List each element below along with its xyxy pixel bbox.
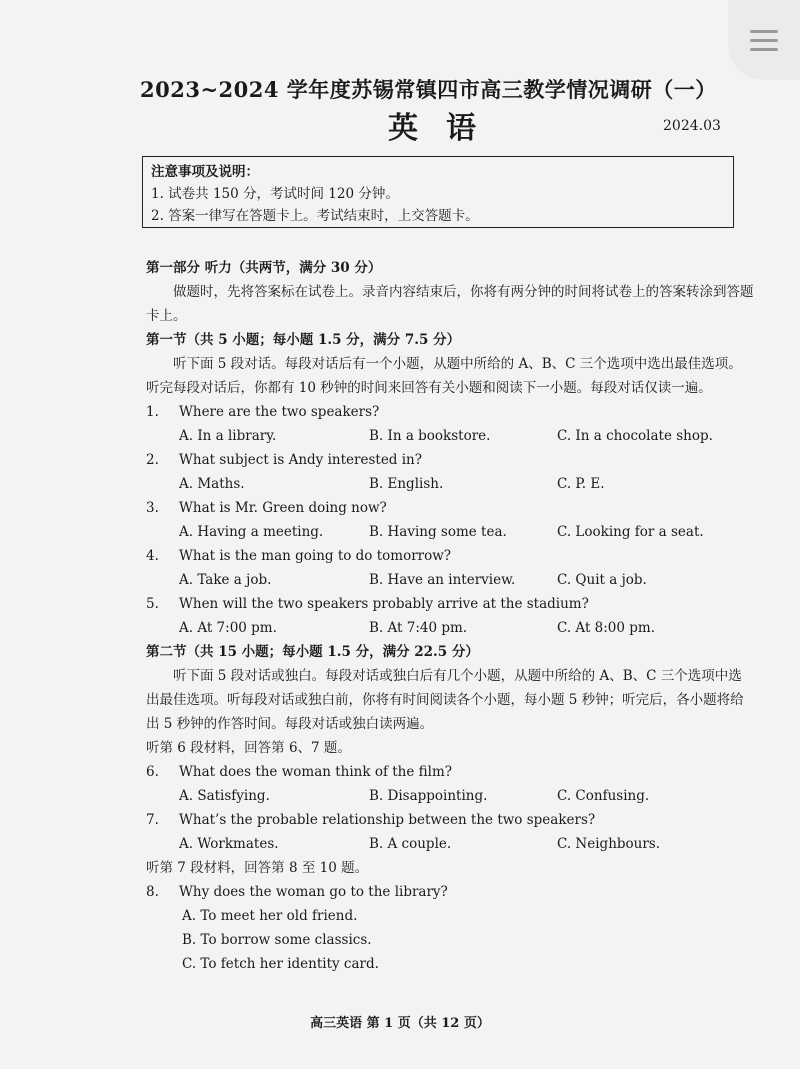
option-b: B. Having some tea.	[369, 524, 507, 540]
question-number: 8.	[146, 884, 159, 900]
question-text: Where are the two speakers?	[179, 404, 380, 420]
option-b: B. At 7:40 pm.	[369, 620, 468, 636]
question	[146, 760, 754, 808]
option-c: C. Neighbours.	[557, 836, 661, 852]
question	[146, 544, 754, 592]
section2-intro: 听下面 5 段对话或独白。每段对话或独白后有几个小题，从题中所给的 A、B、C 三个选项中选出最佳选项。听每段对话或独白前，你将有时间阅读各个小题，每小题 5 秒钟；听完后，各小题将给出 5 秒钟的作答时间。每段对话或独白读两遍。	[146, 668, 744, 732]
question-number: 7.	[146, 812, 159, 828]
question-number: 1.	[146, 404, 159, 420]
question	[146, 400, 754, 448]
question-text: When will the two speakers probably arrive at the stadium?	[179, 596, 589, 612]
option-b: B. Have an interview.	[369, 572, 516, 588]
question	[146, 496, 754, 544]
section1-intro: 听下面 5 段对话。每段对话后有一个小题，从题中所给的 A、B、C 三个选项中选出最佳选项。听完每段对话后，你都有 10 秒钟的时间来回答有关小题和阅读下一小题。每段对话仅读一遍。	[146, 356, 742, 396]
notice-box	[142, 156, 734, 228]
menu-icon[interactable]	[728, 0, 800, 80]
page-footer: 高三英语 第 1 页（共 12 页）	[310, 1016, 490, 1031]
question-number: 5.	[146, 596, 159, 612]
question-text: Why does the woman go to the library?	[179, 884, 448, 900]
question	[146, 448, 754, 496]
option-b: B. English.	[369, 476, 444, 492]
question-text: What subject is Andy interested in?	[179, 452, 422, 468]
option-b: B. A couple.	[369, 836, 452, 852]
section1-heading: 第一节（共 5 小题；每小题 1.5 分，满分 7.5 分）	[146, 332, 461, 348]
notice-item: 2. 答案一律写在答题卡上。考试结束时，上交答题卡。	[151, 208, 479, 224]
question	[146, 808, 754, 856]
option-a: A. Workmates.	[179, 836, 279, 852]
option-b: B. Disappointing.	[369, 788, 488, 804]
question-text: What does the woman think of the film?	[179, 764, 453, 780]
option-a: A. In a library.	[179, 428, 277, 444]
option-a: A. Take a job.	[179, 572, 272, 588]
option-c: C. At 8:00 pm.	[557, 620, 656, 636]
option-c: C. In a chocolate shop.	[557, 428, 713, 444]
question-number: 3.	[146, 500, 159, 516]
exam-content	[146, 256, 754, 976]
part1-heading: 第一部分 听力（共两节，满分 30 分）	[146, 260, 382, 276]
question-number: 4.	[146, 548, 159, 564]
option-c: C. To fetch her identity card.	[182, 956, 379, 972]
option-a: A. Satisfying.	[179, 788, 270, 804]
exam-title: 2023~2024 学年度苏锡常镇四市高三教学情况调研（一）	[140, 77, 717, 102]
option-c: C. Confusing.	[557, 788, 650, 804]
option-a: A. To meet her old friend.	[182, 908, 358, 924]
notice-item: 1. 试卷共 150 分，考试时间 120 分钟。	[151, 186, 399, 202]
option-c: C. P. E.	[557, 476, 605, 492]
notice-title: 注意事项及说明：	[151, 164, 259, 180]
material-instruction: 听第 7 段材料，回答第 8 至 10 题。	[146, 860, 369, 876]
question-number: 6.	[146, 764, 159, 780]
option-b: B. In a bookstore.	[369, 428, 491, 444]
question-number: 2.	[146, 452, 159, 468]
option-c: C. Quit a job.	[557, 572, 647, 588]
question	[146, 880, 754, 976]
option-a: A. At 7:00 pm.	[179, 620, 277, 636]
question-text: What is Mr. Green doing now?	[179, 500, 387, 516]
option-a: A. Having a meeting.	[179, 524, 324, 540]
option-b: B. To borrow some classics.	[182, 932, 372, 948]
section2-heading: 第二节（共 15 小题；每小题 1.5 分，满分 22.5 分）	[146, 644, 479, 660]
question-text: What is the man going to do tomorrow?	[179, 548, 452, 564]
option-c: C. Looking for a seat.	[557, 524, 704, 540]
exam-date: 2024.03	[663, 118, 721, 134]
part1-intro: 做题时，先将答案标在试卷上。录音内容结束后，你将有两分钟的时间将试卷上的答案转涂到答题卡上。	[146, 284, 754, 324]
question-text: What’s the probable relationship between the two speakers?	[179, 812, 596, 828]
option-a: A. Maths.	[179, 476, 245, 492]
question	[146, 592, 754, 640]
material-instruction: 听第 6 段材料，回答第 6、7 题。	[146, 740, 351, 756]
subject-title: 英语	[388, 111, 504, 146]
